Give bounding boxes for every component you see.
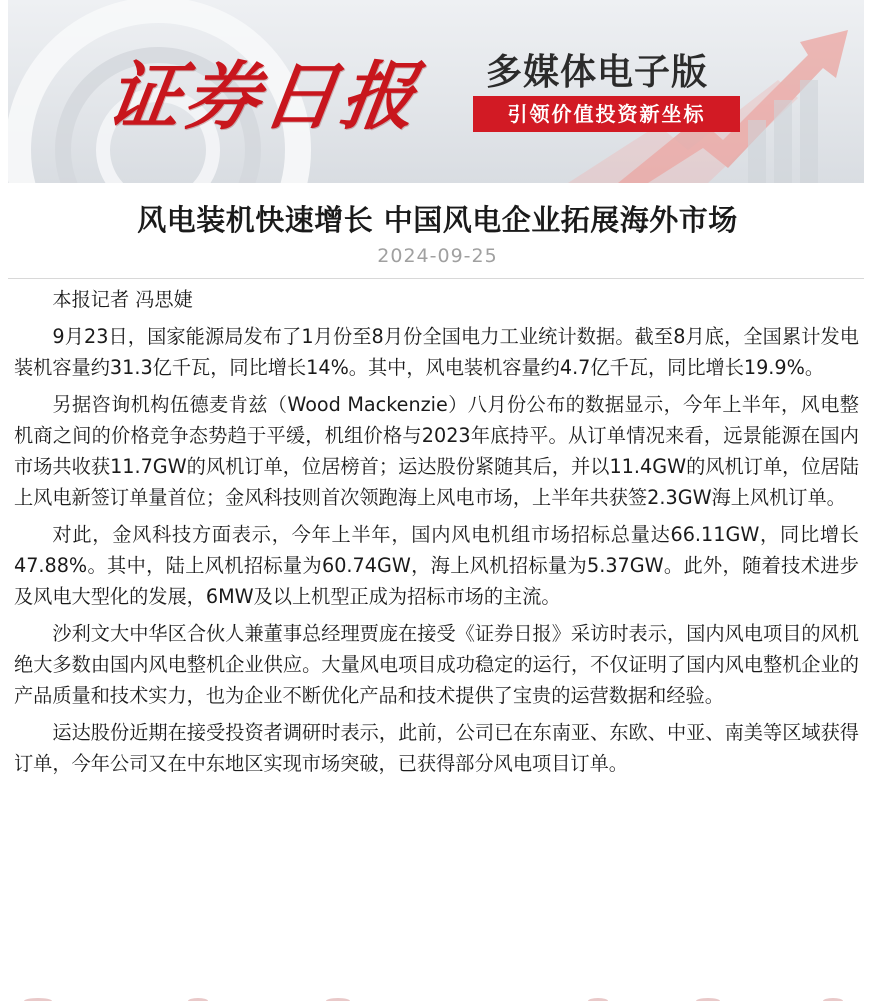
masthead-banner [8,0,864,183]
title-divider [8,278,864,279]
article-paragraph: 运达股份近期在接受投资者调研时表示，此前，公司已在东南亚、东欧、中亚、南美等区域获得订单，今年公司又在中东地区实现市场突破，已获得部分风电项目订单。 [14,721,859,775]
article-body [14,284,859,779]
edition-title: 多媒体电子版 [486,52,709,93]
article-paragraph: 另据咨询机构伍德麦肯兹（Wood Mackenzie）八月份公布的数据显示，今年上半年，风电整机商之间的价格竞争态势趋于平缓，机组价格与2023年底持平。从订单情况来看，远景能源在国内市场共收获11.7GW的风机订单，位居榜首；运达股份紧随其后，并以11.4GW的风机订单，位居陆上风电新签订单量首位；金风科技则首次领跑海上风电市场，上半年共获签2.3GW海上风机订单。 [14,393,859,509]
byline: 本报记者 冯思婕 [52,288,193,311]
bottom-decoration [8,996,864,1001]
article-paragraph: 对此，金风科技方面表示，今年上半年，国内风电机组市场招标总量达66.11GW，同比增长47.88%。其中，陆上风机招标量为60.74GW，海上风机招标量为5.37GW。此外，随着技术进步及风电大型化的发展，6MW及以上机型正成为招标市场的主流。 [14,523,859,608]
article-date: 2024-09-25 [377,245,498,267]
slogan-badge: 引领价值投资新坐标 [473,96,740,132]
article-title: 风电装机快速增长 中国风电企业拓展海外市场 [137,203,738,237]
article-paragraph: 沙利文大中华区合伙人兼董事总经理贾庞在接受《证券日报》采访时表示，国内风电项目的风机绝大多数由国内风电整机企业供应。大量风电项目成功稳定的运行，不仅证明了国内风电整机企业的产品质量和技术实力，也为企业不断优化产品和技术提供了宝贵的运营数据和经验。 [14,622,859,707]
masthead-logo: 证券日报 [101,54,426,140]
article-paragraph: 9月23日，国家能源局发布了1月份至8月份全国电力工业统计数据。截至8月底，全国累计发电装机容量约31.3亿千瓦，同比增长14%。其中，风电装机容量约4.7亿千瓦，同比增长19.9%。 [14,325,859,379]
